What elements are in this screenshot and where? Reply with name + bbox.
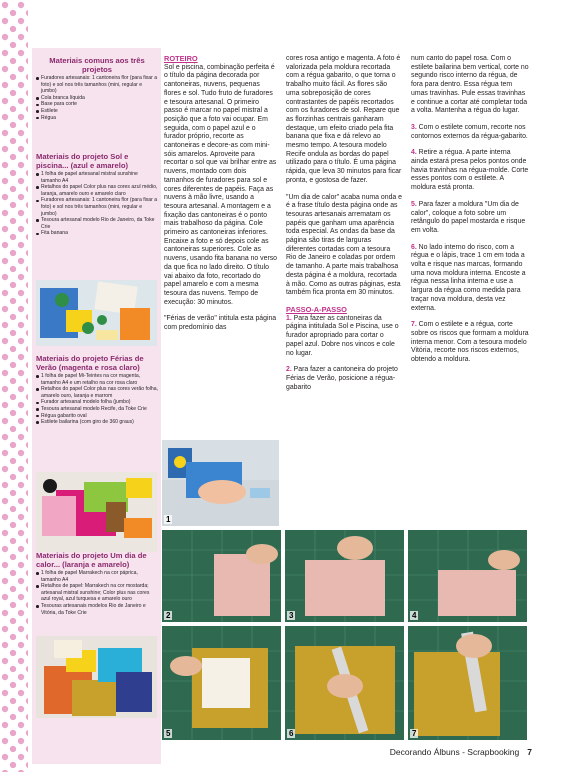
list-item: Régua gabarito oval (36, 413, 158, 420)
step-number: 3 (289, 611, 294, 620)
step-1: 1. Para fazer as cantoneiras da página intitulada Sol e Piscina, use o furador apropriado para cortar o papel azul. Dobre nos vincos e cole no lugar. (286, 314, 399, 357)
list-item: Retalhos do papel Color plus nas cores azul médio, laranja, amarelo ouro e amarelo claro (36, 184, 158, 197)
list-item: Furadores artesanais: 1 cantoneira flor (para fixar a foto) e sol nos três tamanhos (mini, regular e jumbo) (36, 197, 158, 217)
materials-common (36, 56, 158, 121)
materials-sol-piscina (36, 152, 158, 237)
list-item: Base para corte (36, 101, 158, 108)
list-item: Tesoura artesanal modelo Rio de Janeiro, da Toke Crie (36, 217, 158, 230)
step-number: 7 (412, 729, 417, 738)
dia-calor-materials-photo (36, 636, 157, 718)
materials-ferias-verao (36, 354, 158, 426)
paragraph: cores rosa antigo e magenta. A foto é valorizada pela moldura recortada com a régua gabarito, o que torna o trabalho muito fácil. As flores são uma sobreposição de cores contrastantes de papéis recortados com os furadores de sol. Repare que as florzinhas centrais ganharam destaque, um efeito criado pela fita banana que fixa e dá relevo ao mesmo tempo. A tesoura modelo Recife ondula as bordas do papel utilizado para o título. É uma página rápida, que leva 30 minutos para ficar pronta, e gostosa de fazer. (286, 55, 402, 184)
step-2-photo (162, 530, 281, 622)
step-5: 5. Para fazer a moldura "Um dia de calor", coloque a foto sobre um retângulo do papel mostarda e risque em volta. (411, 200, 526, 234)
list-item: Tesoura artesanal modelo Recife, da Toke Crie (36, 406, 158, 413)
step-number: 6 (289, 729, 294, 738)
step-number: 4 (412, 611, 417, 620)
paragraph: Sol e piscina, combinação perfeita é o título da página decorada por cantoneiras, nuvens, pequenas flores e sol. Tudo fruto de furadores e tesoura artesanal. O primeiro passo é marcar no papel mistral a posição que a foto vai ocupar. Em seguida, com o papel azul e o furador próprio, recorte as cantoneiras e decore-as com mini-sóis amarelos. Aproveite para recortar o sol que vai brilhar entre as nuvens, montado com dois tamanhos de furadores para sol e cores diferentes de papéis. Faça as nuvens à mão livre, usando a tesoura artesanal. A montagem e a fixação das cantoneiras é o ponto mais trabalhoso da página. Cole primeiro as cantoneiras inferiores. Encaixe a foto e só depois cole as cantoneiras superiores. Cole as nuvens, usando fita banana no verso da que fica no lado direito. O título vai abaixo da foto, recortado do papel amarelo e com a mesma tesoura das nuvens. Tempo de execução: 30 minutos. (164, 63, 278, 306)
page-footer (390, 747, 532, 757)
list-item: Retalhos de papel: Marrakech na cor mostarda; artesanal mistral sunshine; Color plus nas cores azul royal, azul turquesa e amarelo ouro (36, 583, 158, 603)
materials-sidebar (32, 48, 161, 764)
list-item: Retalhos do papel Color plus nas cores verão folha, amarelo ouro, laranja e marrom (36, 386, 158, 399)
step-6: 6. No lado interno do risco, com a régua e o lápis, trace 1 cm em toda a volta e risque nas marcas, formando uma nova moldura interna. Encoste a régua nessa linha interna e use a largura da régua como medida para traçar nova moldura, desta vez externa. (411, 243, 526, 312)
article-column-1 (164, 55, 278, 341)
step-4: 4. Retire a régua. A parte interna ainda estará presa pelos pontos onde havia travinhas na régua-molde. Corte esses pontos com o estilete. A moldura está pronta. (411, 149, 529, 192)
materials-sol-piscina-title: Materiais do projeto Sol e piscina... (azul e amarelo) (36, 152, 129, 170)
list-item: Régua (36, 115, 158, 122)
ferias-verao-materials-photo (36, 472, 157, 552)
step-3-photo (285, 530, 404, 622)
step-1-photo (162, 440, 279, 526)
step-2: 2. Para fazer a cantoneira do projeto Férias de Verão, posicione a régua-gabarito (286, 366, 398, 391)
list-item: Cola branca líquida (36, 95, 158, 102)
magazine-title: Decorando Álbuns - Scrapbooking (389, 747, 520, 757)
paragraph: "Férias de verão" intitula esta página com predomínio das (164, 315, 277, 332)
step-number: 5 (166, 729, 171, 738)
step-number: 2 (166, 611, 171, 620)
step-7-photo (408, 626, 527, 740)
page-number: 7 (527, 747, 532, 757)
article-column-3 (411, 55, 529, 373)
article-column-2 (286, 55, 402, 400)
materials-dia-calor (36, 551, 158, 616)
materials-common-title: Materiais comuns aos três projetos (49, 56, 145, 74)
paragraph: num canto do papel rosa. Com o estilete bailarina bem vertical, corte no segundo risco interno da régua, de fora para dentro. Essa régua tem umas travinhas. Pule essas travinhas e continue a cortar até completar toda a volta. Mantenha a régua do lugar. (411, 55, 529, 115)
paragraph: "Um dia de calor" acaba numa onda e é a frase título desta página onde as tesouras artesanais arrematam os papéis que ganham uma aparência toda especial. As ondas da base da página são tiras de larguras diferentes cortadas com a tesoura Rio de Janeiro e coladas por ordem de tamanho. A parte mais trabalhosa desta página é a moldura, recortada à mão. Como as outras páginas, esta também fica pronta em 30 minutos. (286, 193, 402, 297)
roteiro-heading: ROTEIRO (164, 54, 198, 63)
sol-piscina-materials-photo (36, 280, 157, 346)
step-3: 3. Com o estilete comum, recorte nos contornos externos da régua-gabarito. (411, 123, 528, 140)
materials-ferias-verao-title: Materiais do projeto Férias de Verão (magenta e rosa claro) (36, 354, 144, 372)
step-number: 1 (166, 515, 171, 524)
step-4-photo (408, 530, 527, 622)
list-item: 1 folha de papel Mi-Teintes na cor magenta, tamanho A4 e um retalho na cor rosa claro (36, 373, 158, 386)
list-item: Furadores artesanais: 1 cantoneira flor (para fixar a foto) e sol nos três tamanhos (mini, regular e jumbo) (36, 75, 158, 95)
polka-dot-border (0, 0, 32, 772)
step-7: 7. Com o estilete e a régua, corte sobre os riscos que formam a moldura interna menor. Com a tesoura modelo Vitória, recorte nos riscos externos, obtendo a moldura. (411, 321, 529, 364)
step-5-photo (162, 626, 281, 740)
list-item: Fita banana (36, 230, 158, 237)
list-item: 1 folha de papel Marrakech na cor páprica, tamanho A4 (36, 570, 158, 583)
materials-dia-calor-title: Materiais do projeto Um dia de calor... (laranja e amarelo) (36, 551, 147, 569)
passo-a-passo-heading: PASSO-A-PASSO (286, 304, 347, 314)
list-item: Estilete bailarina (com giro de 360 graus) (36, 419, 158, 426)
list-item: Estilete (36, 108, 158, 115)
list-item: Furador artesanal modelo folha (jumbo) (36, 399, 158, 406)
list-item: Tesouras artesanais modelos Rio de Janeiro e Vitória, da Toke Crie (36, 603, 158, 616)
step-6-photo (285, 626, 404, 740)
list-item: 1 folha de papel artesanal mistral sunshine tamanho A4 (36, 171, 158, 184)
